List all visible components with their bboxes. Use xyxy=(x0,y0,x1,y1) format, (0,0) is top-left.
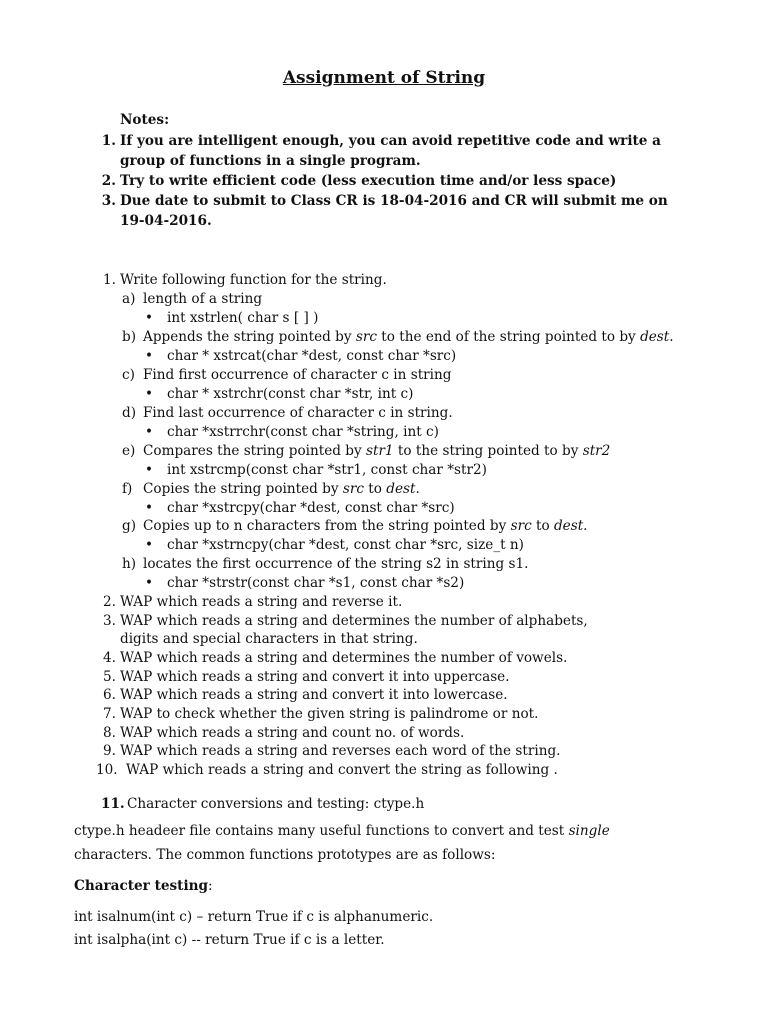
q1e-prototype: int xstrcmp(const char *str1, const char *str2) xyxy=(167,462,487,478)
q1d-label: d) xyxy=(122,405,137,421)
q1-number: 1. xyxy=(103,272,116,288)
q10-number: 10. xyxy=(96,762,118,778)
q1d-text: Find last occurrence of character c in string. xyxy=(143,405,453,421)
q1b-prototype: char * xstrcat(char *dest, const char *src) xyxy=(167,348,457,364)
q8-text: WAP which reads a string and count no. of words. xyxy=(120,725,465,741)
q9-text: WAP which reads a string and reverses each word of the string. xyxy=(120,743,561,759)
q10-text: WAP which reads a string and convert the string as following . xyxy=(126,762,558,778)
bullet-icon: • xyxy=(145,386,154,402)
bullet-icon: • xyxy=(145,537,154,553)
q2-text: WAP which reads a string and reverse it. xyxy=(120,594,403,610)
q1e-label: e) xyxy=(122,443,136,459)
note-3-number: 3. xyxy=(101,193,116,209)
q1f-text: Copies the string pointed by src to dest. xyxy=(143,481,420,497)
q1h-label: h) xyxy=(122,556,137,572)
q8-number: 8. xyxy=(103,725,116,741)
bullet-icon: • xyxy=(145,348,154,364)
note-2-number: 2. xyxy=(101,173,116,189)
q9-number: 9. xyxy=(103,743,116,759)
q4-text: WAP which reads a string and determines the number of vowels. xyxy=(120,650,568,666)
character-testing-heading: Character testing: xyxy=(74,878,213,894)
note-1-number: 1. xyxy=(101,133,116,149)
q3-text-line2: digits and special characters in that string. xyxy=(120,631,418,647)
q3-number: 3. xyxy=(103,613,116,629)
bullet-icon: • xyxy=(145,575,154,591)
q1h-text: locates the first occurrence of the string s2 in string s1. xyxy=(143,556,529,572)
note-1-line2: group of functions in a single program. xyxy=(120,153,421,169)
q7-number: 7. xyxy=(103,706,116,722)
q5-number: 5. xyxy=(103,669,116,685)
bullet-icon: • xyxy=(145,424,154,440)
q1a-text: length of a string xyxy=(143,291,263,307)
q11-number: 11. xyxy=(101,796,125,812)
q6-text: WAP which reads a string and convert it into lowercase. xyxy=(120,687,508,703)
q1d-prototype: char *xstrrchr(const char *string, int c) xyxy=(167,424,439,440)
ctype-paragraph-line2: characters. The common functions prototypes are as follows: xyxy=(74,847,496,863)
q2-number: 2. xyxy=(103,594,116,610)
q1h-prototype: char *strstr(const char *s1, const char *s2) xyxy=(167,575,465,591)
q1f-label: f) xyxy=(122,481,133,497)
q11-text: Character conversions and testing: ctype.h xyxy=(127,796,425,812)
bullet-icon: • xyxy=(145,310,154,326)
q1a-prototype: int xstrlen( char s [ ] ) xyxy=(167,310,319,326)
isalpha-function: int isalpha(int c) -- return True if c is a letter. xyxy=(74,932,385,948)
q6-number: 6. xyxy=(103,687,116,703)
q1b-label: b) xyxy=(122,329,137,345)
q1c-prototype: char * xstrchr(const char *str, int c) xyxy=(167,386,414,402)
page-title: Assignment of String xyxy=(282,68,486,88)
q7-text: WAP to check whether the given string is palindrome or not. xyxy=(120,706,539,722)
q3-text: WAP which reads a string and determines the number of alphabets, xyxy=(120,613,588,629)
q1c-text: Find first occurrence of character c in string xyxy=(143,367,452,383)
q1f-prototype: char *xstrcpy(char *dest, const char *src) xyxy=(167,500,455,516)
q1g-prototype: char *xstrncpy(char *dest, const char *src, size_t n) xyxy=(167,537,524,553)
q1-text: Write following function for the string. xyxy=(120,272,387,288)
isalnum-function: int isalnum(int c) – return True if c is alphanumeric. xyxy=(74,909,434,925)
notes-heading: Notes: xyxy=(120,112,170,128)
bullet-icon: • xyxy=(145,500,154,516)
q1a-label: a) xyxy=(122,291,136,307)
note-3-line2: 19-04-2016. xyxy=(120,213,212,229)
note-2-line1: Try to write efficient code (less execution time and/or less space) xyxy=(120,173,617,189)
q1b-text: Appends the string pointed by src to the end of the string pointed to by dest. xyxy=(143,329,674,345)
note-3-line1: Due date to submit to Class CR is 18-04-2016 and CR will submit me on xyxy=(120,193,668,209)
q1e-text: Compares the string pointed by str1 to the string pointed to by str2 xyxy=(143,443,611,459)
q1g-text: Copies up to n characters from the string pointed by src to dest. xyxy=(143,518,588,534)
q5-text: WAP which reads a string and convert it into uppercase. xyxy=(120,669,510,685)
bullet-icon: • xyxy=(145,462,154,478)
q4-number: 4. xyxy=(103,650,116,666)
ctype-paragraph-line1: ctype.h headeer file contains many useful functions to convert and test single xyxy=(74,823,610,839)
q1g-label: g) xyxy=(122,518,137,534)
note-1-line1: If you are intelligent enough, you can avoid repetitive code and write a xyxy=(120,133,661,149)
q1c-label: c) xyxy=(122,367,135,383)
